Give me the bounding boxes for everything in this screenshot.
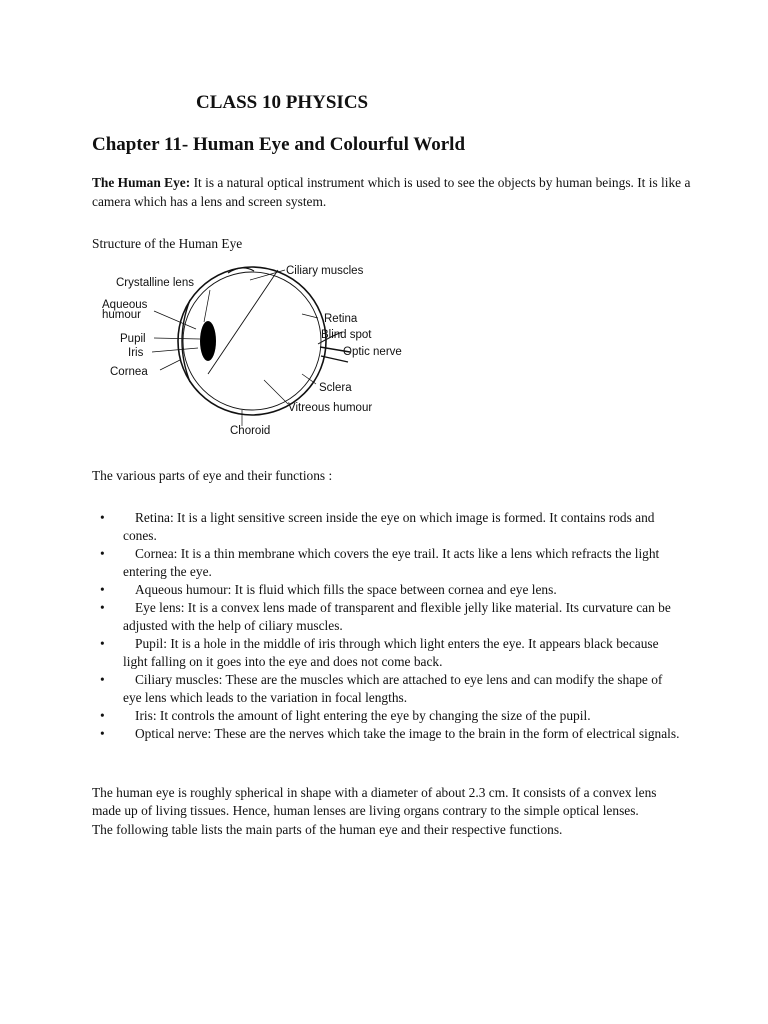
leader-iris (152, 348, 198, 352)
bullet: • (100, 546, 105, 561)
list-item-text: Cornea: It is a thin membrane which covers the eye trail. It acts like a lens which refracts the light entering the eye. (123, 546, 660, 579)
list-item-text: Ciliary muscles: These are the muscles which are attached to eye lens and can modify the shape of eye lens which leads to the variation in focal lengths. (123, 672, 663, 705)
leader-aqueous (154, 311, 196, 329)
list-item (92, 671, 682, 707)
label-optic-nerve: Optic nerve (343, 346, 402, 358)
label-crystalline-lens: Crystalline lens (116, 277, 194, 289)
leader-ciliary (250, 270, 285, 280)
list-item-text: Iris: It controls the amount of light entering the eye by changing the size of the pupil. (135, 708, 591, 723)
leader-sclera (302, 374, 316, 384)
list-item (92, 707, 682, 725)
intro-text: It is a natural optical instrument which is used to see the objects by human beings. It is like a camera which has a lens and screen system. (92, 175, 691, 209)
list-item-text: Eye lens: It is a convex lens made of transparent and flexible jelly like material. Its curvature can be adjusted with the help of ciliary muscles. (123, 600, 671, 633)
parts-heading: The various parts of eye and their functions : (92, 468, 333, 483)
label-aqueous-1: Aqueous (102, 299, 148, 311)
bullet: • (100, 672, 105, 687)
bullet: • (100, 600, 105, 615)
label-sclera: Sclera (319, 382, 352, 394)
label-aqueous-2: humour (102, 309, 141, 321)
bullet: • (100, 636, 105, 651)
intro-paragraph (92, 174, 692, 211)
bullet: • (100, 726, 105, 741)
list-item-text: Optical nerve: These are the nerves which take the image to the brain in the form of electrical signals. (135, 726, 680, 741)
list-item (92, 635, 682, 671)
list-item (92, 545, 682, 581)
label-ciliary-muscles: Ciliary muscles (286, 265, 364, 277)
leader-crystalline-lens (204, 290, 210, 322)
eye-diagram (92, 256, 432, 446)
intro-term: The Human Eye: (92, 175, 191, 190)
list-item (92, 599, 682, 635)
label-choroid: Choroid (230, 425, 271, 437)
label-retina: Retina (324, 313, 358, 325)
parts-list (92, 509, 682, 743)
leader-cornea (160, 360, 180, 370)
outro-paragraph: The human eye is roughly spherical in shape with a diameter of about 2.3 cm. It consists of a convex lens made up of living tissues. Hence, human lenses are living organs contrary to the simple optical lenses. The following table lists the main parts of the human eye and their respective functions. (92, 785, 657, 837)
list-item-text: Retina: It is a light sensitive screen inside the eye on which image is formed. It contains rods and cones. (123, 510, 655, 543)
bullet: • (100, 510, 105, 525)
label-iris: Iris (128, 347, 144, 359)
bullet: • (100, 582, 105, 597)
ciliary-line (208, 270, 278, 374)
label-cornea: Cornea (110, 366, 148, 378)
leader-pupil (154, 338, 200, 339)
list-item (92, 725, 682, 743)
leader-vitreous (264, 380, 288, 404)
class-title: CLASS 10 PHYSICS (196, 92, 369, 113)
list-item-text: Pupil: It is a hole in the middle of iris through which light enters the eye. It appears black because light falling on it goes into the eye and does not come back. (123, 636, 659, 669)
list-item-text: Aqueous humour: It is fluid which fills the space between cornea and eye lens. (135, 582, 557, 597)
label-pupil: Pupil (120, 333, 146, 345)
structure-heading: Structure of the Human Eye (92, 236, 243, 251)
label-vitreous-humour: Vitreous humour (288, 402, 373, 414)
label-blind-spot: Blind spot (321, 329, 372, 341)
lens-shape (200, 321, 216, 361)
bullet: • (100, 708, 105, 723)
list-item (92, 509, 682, 545)
chapter-title: Chapter 11- Human Eye and Colourful World (92, 134, 466, 155)
list-item (92, 581, 682, 599)
